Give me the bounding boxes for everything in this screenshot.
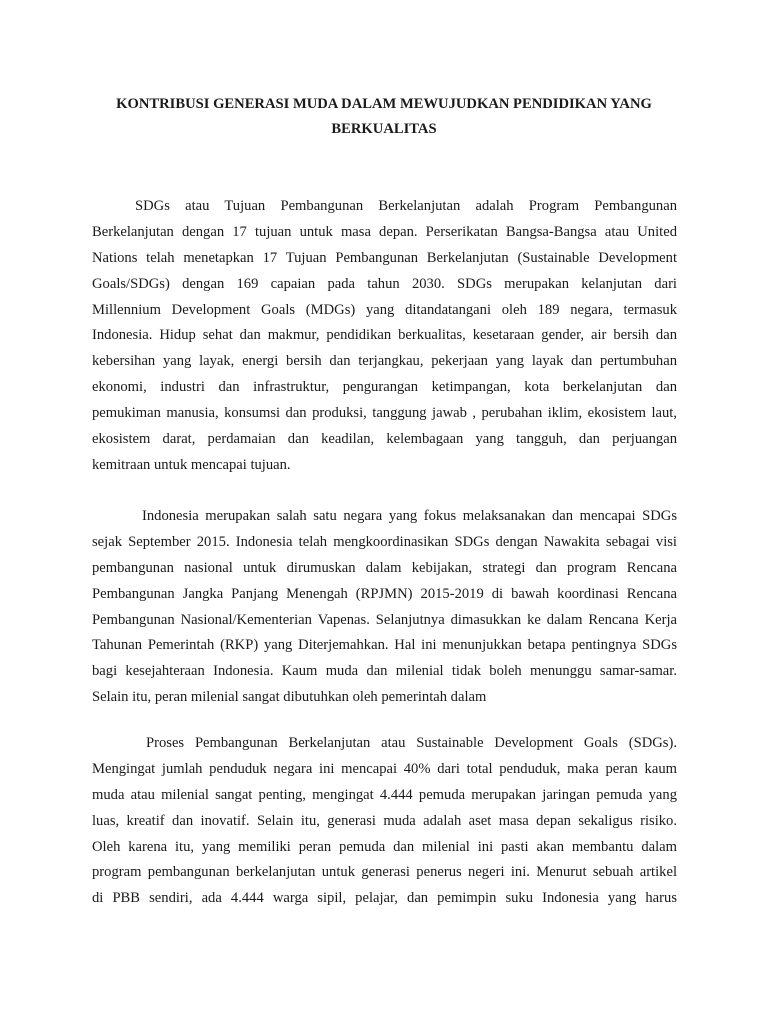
paragraph-line: di PBB sendiri, ada 4.444 warga sipil, pelajar, dan pemimpin suku Indonesia yang harus [92,890,677,907]
paragraph-line: luas, kreatif dan inovatif. Selain itu, generasi muda adalah aset masa depan sekaligus risiko. [92,812,677,829]
paragraph-line: kebersihan yang layak, energi bersih dan terjangkau, pekerjaan yang layak dan pertumbuhan [92,353,677,370]
paragraph-line: Indonesia merupakan salah satu negara yang fokus melaksanakan dan mencapai SDGs [142,508,677,524]
paragraph-line: program pembangunan berkelanjutan untuk generasi penerus negeri ini. Menurut sebuah artikel [92,864,677,881]
paragraph-line: sejak September 2015. Indonesia telah mengkoordinasikan SDGs dengan Nawakita sebagai visi [92,533,677,550]
paragraph-line: Indonesia. Hidup sehat dan makmur, pendidikan berkualitas, kesetaraan gender, air bersih dan [92,327,677,344]
paragraph-line: ekonomi, industri dan infrastruktur, pengurangan ketimpangan, kota berkelanjutan dan [92,379,677,396]
document-title [86,92,682,142]
paragraph-line: Nations telah menetapkan 17 Tujuan Pembangunan Berkelanjutan (Sustainable Development [92,249,677,266]
paragraph-2 [92,504,677,711]
paragraph-line: muda atau milenial sangat penting, mengingat 4.444 pemuda merupakan jaringan pemuda yang [92,786,677,803]
paragraph-line: Tahunan Pemerintah (RKP) yang Diterjemahkan. Hal ini menunjukkan betapa pentingnya SDGs [92,637,677,654]
paragraph-line: bagi kesejahteraan Indonesia. Kaum muda dan milenial tidak boleh menunggu samar-samar. [92,663,677,680]
paragraph-line: Pembangunan Nasional/Kementerian Vapenas. Selanjutnya dimasukkan ke dalam Rencana Kerja [92,611,677,628]
paragraph-line: ekosistem darat, perdamaian dan keadilan, kelembagaan yang tangguh, dan perjuangan [92,431,677,448]
paragraph-line: Goals/SDGs) dengan 169 capaian pada tahun 2030. SDGs merupakan kelanjutan dari [92,275,677,292]
paragraph-line: Oleh karena itu, yang memiliki peran pemuda dan milenial ini pasti akan membantu dalam [92,838,677,855]
paragraph-line: Selain itu, peran milenial sangat dibutuhkan oleh pemerintah dalam [92,689,487,706]
paragraph-1 [92,194,677,479]
paragraph-line: Pembangunan Jangka Panjang Menengah (RPJMN) 2015-2019 di bawah koordinasi Rencana [92,585,677,602]
paragraph-3 [92,731,677,912]
paragraph-line: pemukiman manusia, konsumsi dan produksi, tanggung jawab , perubahan iklim, ekosistem laut, [92,405,677,422]
title-line-1: KONTRIBUSI GENERASI MUDA DALAM MEWUJUDKAN PENDIDIKAN YANG [116,96,652,112]
title-line-2: BERKUALITAS [331,121,437,137]
paragraph-line: pembangunan nasional untuk dirumuskan dalam kebijakan, strategi dan program Rencana [92,559,677,576]
paragraph-line: Berkelanjutan dengan 17 tujuan untuk masa depan. Perserikatan Bangsa-Bangsa atau United [92,223,677,240]
paragraph-line: Proses Pembangunan Berkelanjutan atau Sustainable Development Goals (SDGs). [146,735,677,751]
paragraph-line: kemitraan untuk mencapai tujuan. [92,456,291,473]
paragraph-line: SDGs atau Tujuan Pembangunan Berkelanjutan adalah Program Pembangunan [135,198,677,214]
paragraph-line: Millennium Development Goals (MDGs) yang ditandatangani oleh 189 negara, termasuk [92,301,677,318]
paragraph-line: Mengingat jumlah penduduk negara ini mencapai 40% dari total penduduk, maka peran kaum [92,760,677,777]
